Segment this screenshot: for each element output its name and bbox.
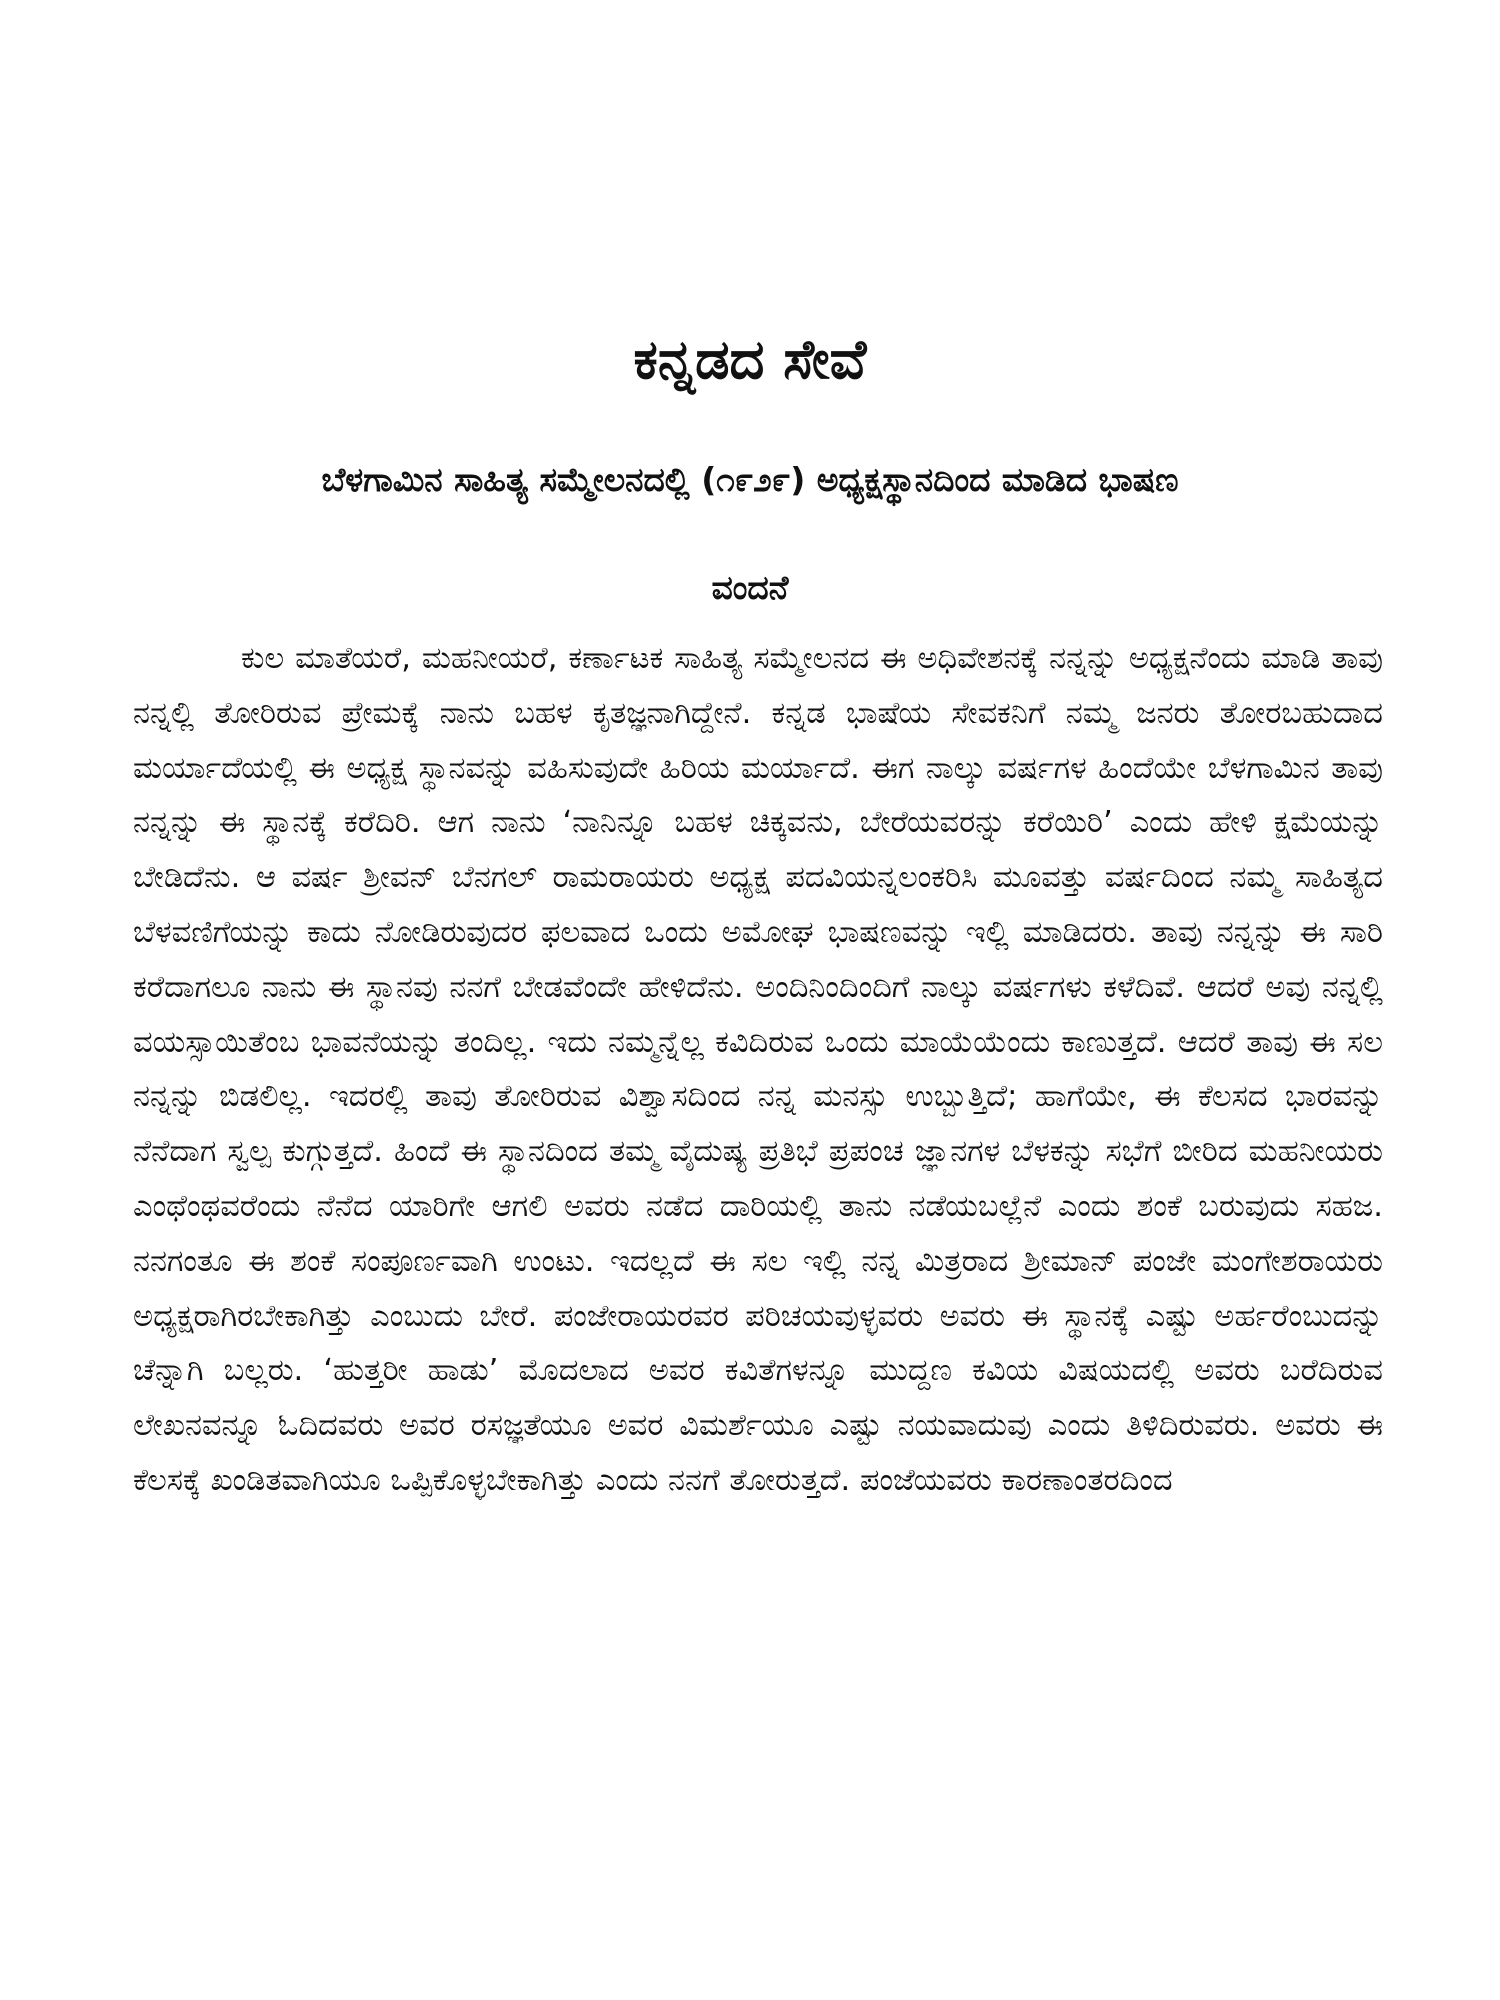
section-heading: ವಂದನೆ <box>711 568 789 607</box>
body-paragraph: ಕುಲ ಮಾತೆಯರೆ, ಮಹನೀಯರೆ, ಕರ್ಣಾಟಕ ಸಾಹಿತ್ಯ ಸಮ್ಮೇಲನದ ಈ ಅಧಿವೇಶನಕ್ಕೆ ನನ್ನನ್ನು ಅಧ್ಯಕ್ಷನೆಂದು ಮಾಡಿ ತಾವು ನನ್ನಲ್ಲಿ ತೋರಿರುವ ಪ್ರೇಮಕ್ಕೆ ನಾನು ಬಹಳ ಕೃತಜ್ಞನಾಗಿದ್ದೇನೆ. ಕನ್ನಡ ಭಾಷೆಯ ಸೇವಕನಿಗೆ ನಮ್ಮ ಜನರು ತೋರಬಹುದಾದ ಮರ್ಯಾದೆಯಲ್ಲಿ ಈ ಅಧ್ಯಕ್ಷ ಸ್ಥಾನವನ್ನು ವಹಿಸುವುದೇ ಹಿರಿಯ ಮರ್ಯಾದೆ. ಈಗ ನಾಲ್ಕು ವರ್ಷಗಳ ಹಿಂದೆಯೇ ಬೆಳಗಾಮಿನ ತಾವು ನನ್ನನ್ನು ಈ ಸ್ಥಾನಕ್ಕೆ ಕರೆದಿರಿ. ಆಗ ನಾನು ‘ನಾನಿನ್ನೂ ಬಹಳ ಚಿಕ್ಕವನು, ಬೇರೆಯವರನ್ನು ಕರೆಯಿರಿ’ ಎಂದು ಹೇಳಿ ಕ್ಷಮೆಯನ್ನು ಬೇಡಿದೆನು. ಆ ವರ್ಷ ಶ್ರೀವನ್ ಬೆನಗಲ್ ರಾಮರಾಯರು ಅಧ್ಯಕ್ಷ ಪದವಿಯನ್ನಲಂಕರಿಸಿ ಮೂವತ್ತು ವರ್ಷದಿಂದ ನಮ್ಮ ಸಾಹಿತ್ಯದ ಬೆಳವಣಿಗೆಯನ್ನು ಕಾದು ನೋಡಿರುವುದರ ಫಲವಾದ ಒಂದು ಅಮೋಘ ಭಾಷಣವನ್ನು ಇಲ್ಲಿ ಮಾಡಿದರು. ತಾವು ನನ್ನನ್ನು ಈ ಸಾರಿ ಕರೆದಾಗಲೂ ನಾನು ಈ ಸ್ಥಾನವು ನನಗೆ ಬೇಡವೆಂದೇ ಹೇಳಿದೆನು. ಅಂದಿನಿಂದಿಂದಿಗೆ ನಾಲ್ಕು ವರ್ಷಗಳು ಕಳೆದಿವೆ. ಆದರೆ ಅವು ನನ್ನಲ್ಲಿ ವಯಸ್ಸಾಯಿತೆಂಬ ಭಾವನೆಯನ್ನು ತಂದಿಲ್ಲ. ಇದು ನಮ್ಮನ್ನೆಲ್ಲ ಕವಿದಿರುವ ಒಂದು ಮಾಯೆಯೆಂದು ಕಾಣುತ್ತದೆ. ಆದರೆ ತಾವು ಈ ಸಲ ನನ್ನನ್ನು ಬಿಡಲಿಲ್ಲ. ಇದರಲ್ಲಿ ತಾವು ತೋರಿರುವ ವಿಶ್ವಾಸದಿಂದ ನನ್ನ ಮನಸ್ಸು ಉಬ್ಬುತ್ತಿದೆ; ಹಾಗೆಯೇ, ಈ ಕೆಲಸದ ಭಾರವನ್ನು ನೆನೆದಾಗ ಸ್ವಲ್ಪ ಕುಗ್ಗುತ್ತದೆ. ಹಿಂದೆ ಈ ಸ್ಥಾನದಿಂದ ತಮ್ಮ ವೈದುಷ್ಯ ಪ್ರತಿಭೆ ಪ್ರಪಂಚ ಜ್ಞಾನಗಳ ಬೆಳಕನ್ನು ಸಭೆಗೆ ಬೀರಿದ ಮಹನೀಯರು ಎಂಥೆಂಥವರೆಂದು ನೆನೆದ ಯಾರಿಗೇ ಆಗಲಿ ಅವರು ನಡೆದ ದಾರಿಯಲ್ಲಿ ತಾನು ನಡೆಯಬಲ್ಲೆನೆ ಎಂದು ಶಂಕೆ ಬರುವುದು ಸಹಜ. ನನಗಂತೂ ಈ ಶಂಕೆ ಸಂಪೂರ್ಣವಾಗಿ ಉಂಟು. ಇದಲ್ಲದೆ ಈ ಸಲ ಇಲ್ಲಿ ನನ್ನ ಮಿತ್ರರಾದ ಶ್ರೀಮಾನ್ ಪಂಜೇ ಮಂಗೇಶರಾಯರು ಅಧ್ಯಕ್ಷರಾಗಿರಬೇಕಾಗಿತ್ತು ಎಂಬುದು ಬೇರೆ. ಪಂಜೇರಾಯರವರ ಪರಿಚಯವುಳ್ಳವರು ಅವರು ಈ ಸ್ಥಾನಕ್ಕೆ ಎಷ್ಟು ಅರ್ಹರೆಂಬುದನ್ನು ಚೆನ್ನಾಗಿ ಬಲ್ಲರು. ‘ಹುತ್ತರೀ ಹಾಡು’ ಮೊದಲಾದ ಅವರ ಕವಿತೆಗಳನ್ನೂ ಮುದ್ದಣ ಕವಿಯ ವಿಷಯದಲ್ಲಿ ಅವರು ಬರೆದಿರುವ ಲೇಖನವನ್ನೂ ಓದಿದವರು ಅವರ ರಸಜ್ಞತೆಯೂ ಅವರ ವಿಮರ್ಶೆಯೂ ಎಷ್ಟು ನಯವಾದುವು ಎಂದು ತಿಳಿದಿರುವರು. ಅವರು ಈ ಕೆಲಸಕ್ಕೆ ಖಂಡಿತವಾಗಿಯೂ ಒಪ್ಪಿಕೊಳ್ಳಬೇಕಾಗಿತ್ತು ಎಂದು ನನಗೆ ತೋರುತ್ತದೆ. ಪಂಜೆಯವರು ಕಾರಣಾಂತರದಿಂದ <box>133 641 1383 1498</box>
page-title: ಕನ್ನಡದ ಸೇವೆ <box>633 328 867 391</box>
page-subtitle: ಬೆಳಗಾಮಿನ ಸಾಹಿತ್ಯ ಸಮ್ಮೇಲನದಲ್ಲಿ (೧೯೨೯) ಅಧ್ಯಕ್ಷಸ್ಥಾನದಿಂದ ಮಾಡಿದ ಭಾಷಣ <box>321 460 1179 499</box>
